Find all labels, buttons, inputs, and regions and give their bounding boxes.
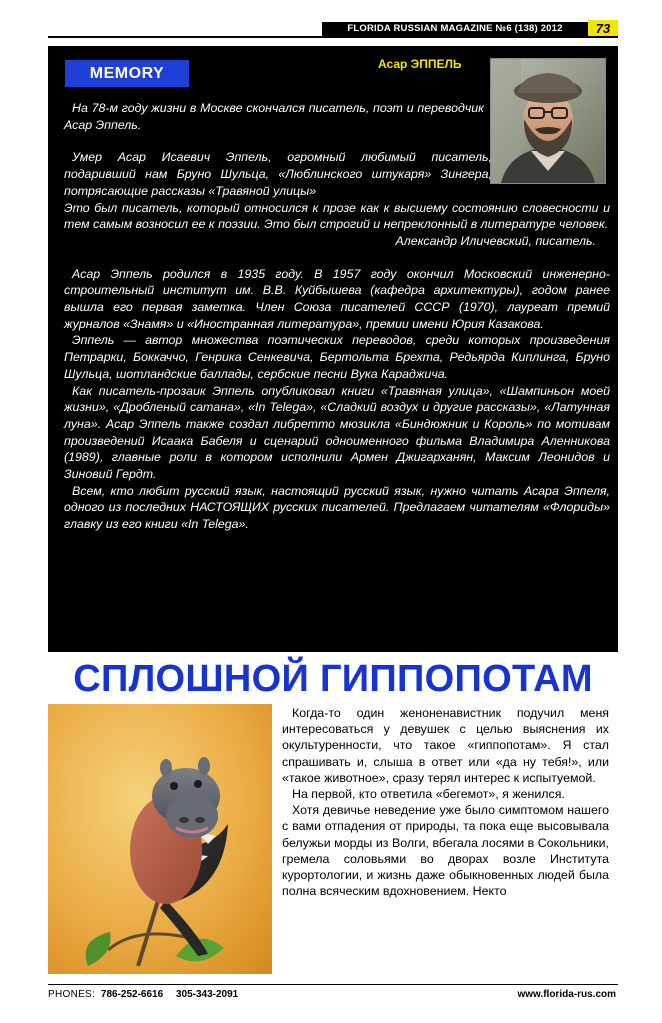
- memory-paragraph: Это был писатель, который относился к прозе как к высшему состоянию словесности и тем самым возносил ее к поэзии. Это был строгий и непреклонный в литературе человек.: [64, 200, 610, 232]
- memory-paragraph: Всем, кто любит русский язык, настоящий русский язык, нужно читать Асара Эппеля, одного из последних НАСТОЯЩИХ русских писателей. Предлагаем читателям «Флориды» главку из его книги «In Telega».: [64, 483, 610, 532]
- memory-paragraph: Эппель — автор множества поэтических переводов, среди которых произведения Петрарки, Боккаччо, Генрика Сенкевича, Бертольта Брехта, Редьярда Киплинга, Бруно Шульца, шотландские баллады, сербские песни Вука Караджича.: [64, 333, 610, 381]
- header-divider: [48, 36, 618, 38]
- memory-paragraph: Умер Асар Исаевич Эппель, огромный любимый писатель, подаривший нам Бруно Шульца, «Люблинского штукаря» Зингера, потрясающие рассказы «Травяной улицы»: [64, 150, 492, 198]
- memory-signature: Александр Иличевский, писатель.: [395, 233, 596, 248]
- memory-badge: MEMORY: [65, 60, 189, 87]
- phone-number: 305-343-2091: [175, 989, 239, 1000]
- page-number: 73: [588, 20, 618, 37]
- memory-paragraph: Как писатель-прозаик Эппель опубликовал книги «Травяная улица», «Шампиньон моей жизни», «Дробленый сатана», «In Telega», «Сладкий воздух и другие рассказы», «Латунная луна». Асар Эппель также создал либретто мюзикла «Биндюжник и Король» по мотивам произведений Исаака Бабеля и сценарий одноименного фильма Владимира Аленникова (1989), главные роли в котором исполнили Армен Джигарханян, Максим Леонидов и Зиновий Гердт.: [64, 383, 610, 482]
- magazine-header: FLORIDA RUSSIAN MAGAZINE №6 (138) 2012: [322, 22, 588, 36]
- footer-phones: [48, 989, 238, 1000]
- author-name: Асар ЭППЕЛЬ: [378, 57, 462, 71]
- memory-paragraph: На 78-м году жизни в Москве скончался писатель, поэт и переводчик Асар Эппель.: [64, 101, 484, 132]
- memory-section: [48, 46, 618, 652]
- article-paragraph: Хотя девичье неведение уже было симптомом нашего с вами отпадения от природы, та пока еще высовывала белужьи морды из Волги, вбегала лосями в Сокольники, гремела соловьями во дворах возле Института курортологии, и жизнь даже обыкновенных людей была полна всяческим вдохновением. Некто: [282, 803, 609, 899]
- phones-label: PHONES:: [48, 989, 96, 1000]
- article-paragraph: Когда-то один женоненавистник подучил меня интересоваться у девушек с целью выяснения их окультуренности, что такое «гиппопотам». Я стал спрашивать и, слыша в ответ или «да ну тебя!», или «такое животное», сразу терял интерес к испытуемой.: [282, 706, 609, 785]
- memory-text: [64, 100, 610, 533]
- article-illustration: [48, 704, 272, 974]
- memory-paragraph: Асар Эппель родился в 1935 году. В 1957 году окончил Московский инженерно-строительный институт им. В.В. Куйбышева (кафедра архитектуры), годом ранее вышла его первая заметка. Член Союза писателей СССР (1970), лауреат премий журналов «Знамя» и «Иностранная литература», премии имени Юрия Казакова.: [64, 266, 610, 331]
- article-title: СПЛОШНОЙ ГИППОПОТАМ: [73, 658, 593, 700]
- footer-divider: [48, 984, 618, 985]
- phone-number: 786-252-6616: [100, 989, 164, 1000]
- article-paragraph: На первой, кто ответила «бегемот», я женился.: [292, 787, 565, 802]
- article-body: [282, 705, 609, 899]
- hippo-headed-bird-illustration-icon: [48, 704, 272, 974]
- website-link[interactable]: www.florida-rus.com: [517, 989, 616, 1000]
